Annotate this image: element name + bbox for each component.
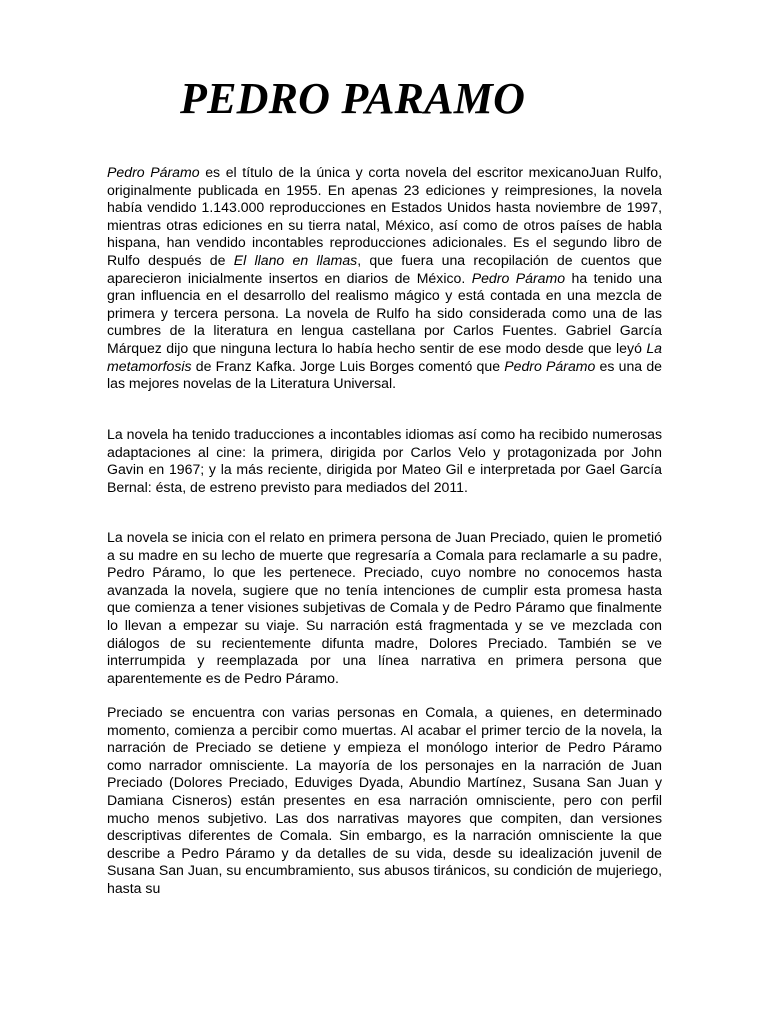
text-run: Pedro Páramo <box>107 164 200 180</box>
text-run: es una de las mejores novelas de la Literatura Universal. <box>107 357 662 392</box>
paragraph-3 <box>107 529 662 687</box>
text-run: Preciado se encuentra con varias personas en Comala, a quienes, en determinado momento, comienza a percibir como muertas. Al acabar el primer tercio de la novela, la narración de Preciado se detiene y empieza el monólogo interior de Pedro Páramo como narrador omnisciente. La mayoría de los personajes en la narración de Juan Preciado (Dolores Preciado, Eduviges Dyada, Abundio Martínez, Susana San Juan y Damiana Cisneros) están presentes en esa narración omnisciente, pero con perfil mucho menos subjetivo. Las dos narrativas mayores que compiten, dan versiones descriptivas diferentes de Comala. Sin embargo, es la narración omnisciente la que describe a Pedro Páramo y da detalles de su vida, desde su idealización juvenil de Susana San Juan, su encumbramiento, sus abusos tiránicos, su condición de mujeriego, hasta su <box>107 704 662 896</box>
text-run: ha tenido una gran influencia en el desarrollo del realismo mágico y está contada en una mezcla de primera y tercera persona. La novela de Rulfo ha sido considerada como una de las cumbres de la literatura en lengua castellana por Carlos Fuentes. Gabriel García Márquez dijo que ninguna lectura lo había hecho sentir de ese modo desde que leyó <box>107 269 662 356</box>
text-run: El llano en llamas <box>233 251 358 268</box>
text-run: Pedro Páramo <box>504 357 596 374</box>
paragraph-4 <box>107 704 662 898</box>
page-title: PEDRO PARAMO <box>180 74 526 123</box>
text-run: La metamorfosis <box>107 339 662 374</box>
text-run: La novela ha tenido traducciones a incontables idiomas así como ha recibido numerosas adaptaciones al cine: la primera, dirigida por Carlos Velo y protagonizada por John Gavin en 1967; y la más reciente, dirigida por Mateo Gil e interpretada por Gael García Bernal: ésta, de estreno previsto para mediados del 2011. <box>107 426 662 495</box>
text-run: , que fuera una recopilación de cuentos que aparecieron inicialmente insertos en diarios de México. <box>107 251 662 286</box>
text-run: es el título de la única y corta novela del escritor mexicanoJuan Rulfo, originalmente publicada en 1955. En apenas 23 ediciones y reimpresiones, la novela había vendido 1.143.000 reproducciones en Estados Unidos hasta noviembre de 1997, mientras otras ediciones en su tierra natal, México, así como de otros países de habla hispana, han vendido incontables reproducciones adicionales. Es el segundo libro de Rulfo después de <box>107 164 662 268</box>
text-run: La novela se inicia con el relato en primera persona de Juan Preciado, quien le prometió a su madre en su lecho de muerte que regresaría a Comala para reclamarle a su padre, Pedro Páramo, lo que les pertenece. Preciado, cuyo nombre no conocemos hasta avanzada la novela, sugiere que no tenía intenciones de cumplir esta promesa hasta que comienza a tener visiones subjetivas de Comala y de Pedro Páramo que finalmente lo llevan a empezar su viaje. Su narración está fragmentada y se ve mezclada con diálogos de su recientemente difunta madre, Dolores Preciado. También se ve interrumpida y reemplazada por una línea narrativa en primera persona que aparentemente es de Pedro Páramo. <box>107 529 662 686</box>
text-run: Pedro Páramo <box>471 269 566 286</box>
paragraph-2 <box>107 426 662 496</box>
text-run: de Franz Kafka. Jorge Luis Borges comentó que <box>191 357 505 374</box>
paragraph-1 <box>107 164 662 393</box>
